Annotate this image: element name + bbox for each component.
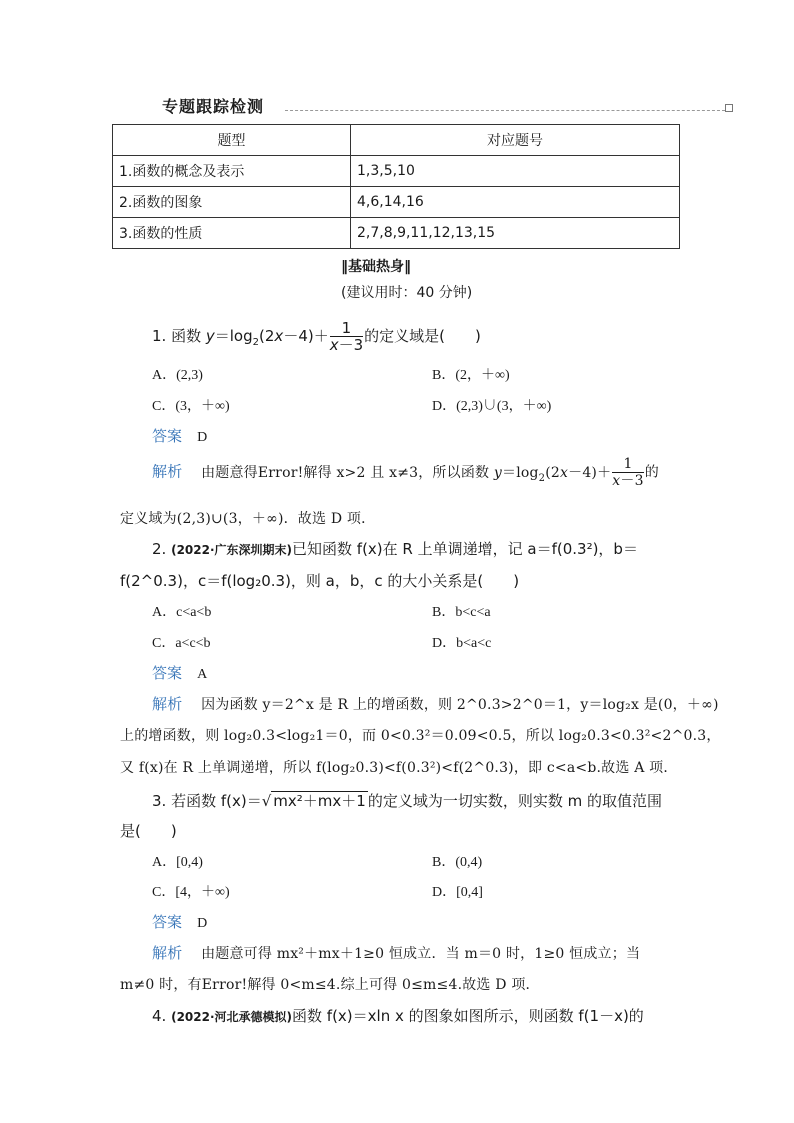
- analysis-label: 解析: [152, 944, 183, 962]
- radicand: mx²＋mx＋1: [273, 792, 366, 810]
- analysis-text: 由题意可得 mx²＋mx＋1≥0 恒成立．当 m＝0 时，1≥0 恒成立；当: [201, 946, 641, 962]
- question-4: [152, 1005, 644, 1026]
- answer-label: 答案: [152, 427, 183, 445]
- table-cell: 4,6,14,16: [351, 187, 680, 218]
- analysis-text: 上的增函数，则 log₂0.3<log₂1＝0，而 0<0.3²＝0.09<0.5，所以 log₂0.3<0.3²<2^0.3，: [120, 728, 721, 744]
- sqrt-symbol: √: [261, 792, 272, 810]
- option-a: A．(2,3): [152, 368, 203, 383]
- question-source: (2022·广东深圳期末): [171, 543, 293, 557]
- analysis-text: 又 f(x)在 R 上单调递增，所以 f(log₂0.3)<f(0.3²)<f(2^0.3)，即 c<a<b.故选 A 项．: [120, 760, 678, 776]
- analysis-text: 定义域为(2,3)∪(3，＋∞)．故选 D 项．: [120, 511, 376, 527]
- question-text: f(2^0.3)，c＝f(log₂0.3)，则 a，b，c 的大小关系是( ): [120, 572, 520, 590]
- answer-line: [152, 425, 207, 446]
- header-divider: [285, 110, 725, 111]
- question-3: [152, 790, 662, 811]
- option-d: D．(2,3)∪(3，＋∞): [432, 399, 552, 414]
- section-header-title: 专题跟踪检测: [162, 97, 265, 116]
- option-c: C．(3，＋∞): [152, 399, 230, 414]
- question-number: 2.: [152, 540, 167, 558]
- analysis-line: [152, 693, 719, 714]
- answer-line: [152, 911, 207, 932]
- table-header-cell: 对应题号: [351, 125, 680, 156]
- question-text: 的定义域为一切实数，则实数 m 的取值范围: [367, 792, 662, 810]
- answer-label: 答案: [152, 913, 183, 931]
- option-c: C．[4，＋∞): [152, 885, 230, 900]
- table-cell: 2.函数的图象: [113, 187, 351, 218]
- question-text: 的定义域是( ): [364, 327, 481, 345]
- question-number: 1.: [152, 327, 167, 345]
- header-marker-icon: [725, 104, 733, 112]
- question-1: [152, 320, 481, 353]
- question-text: 函数 f(x)＝xln x 的图象如图所示，则函数 f(1－x)的: [292, 1007, 644, 1025]
- option-b: B．b<c<a: [432, 605, 491, 620]
- table-header-cell: 题型: [113, 125, 351, 156]
- table-row: [113, 218, 680, 249]
- question-text: 函数: [171, 327, 206, 345]
- topic-table: [112, 124, 680, 249]
- q1-formula: $y=\log_2(2x-4)+$ $\frac{1}{x-3}$: [205, 319, 364, 354]
- analysis-text: 由题意得Error!解得 x>2 且 x≠3，所以函数: [201, 464, 494, 481]
- analysis-line: [152, 942, 640, 963]
- question-number: 4.: [152, 1007, 167, 1025]
- option-a: A．[0,4): [152, 855, 203, 870]
- analysis-label: 解析: [152, 462, 183, 481]
- option-d: D．b<a<c: [432, 636, 492, 651]
- section-subtitle: (建议用时：40 分钟): [341, 285, 473, 301]
- question-text: 若函数 f(x)＝: [171, 792, 262, 810]
- option-d: D．[0,4]: [432, 885, 483, 900]
- question-source: (2022·河北承德模拟): [171, 1010, 293, 1024]
- table-cell: 3.函数的性质: [113, 218, 351, 249]
- question-2: [152, 538, 638, 559]
- answer-value: D: [197, 916, 208, 931]
- analysis-text: 因为函数 y＝2^x 是 R 上的增函数，则 2^0.3>2^0＝1，y＝log₂x 是(0，＋∞): [201, 697, 719, 713]
- q1-analysis-formula: $y=\log_2(2x-4)+$ $\frac{1}{x-3}$: [493, 456, 644, 489]
- answer-value: D: [197, 430, 208, 445]
- analysis-text: 的: [644, 464, 659, 481]
- analysis-text: m≠0 时，有Error!解得 0<m≤4.综上可得 0≤m≤4.故选 D 项．: [120, 977, 540, 993]
- table-row: [113, 156, 680, 187]
- answer-label: 答案: [152, 664, 183, 682]
- option-b: B．(2，＋∞): [432, 368, 510, 383]
- table-row: [113, 187, 680, 218]
- option-c: C．a<c<b: [152, 636, 211, 651]
- table-cell: 1.函数的概念及表示: [113, 156, 351, 187]
- question-text: 是( ): [120, 822, 177, 840]
- option-a: A．c<a<b: [152, 605, 212, 620]
- table-cell: 1,3,5,10: [351, 156, 680, 187]
- table-header-row: [113, 125, 680, 156]
- analysis-label: 解析: [152, 695, 183, 713]
- analysis-line: [152, 456, 659, 489]
- option-b: B．(0,4): [432, 855, 483, 870]
- table-cell: 2,7,8,9,11,12,13,15: [351, 218, 680, 249]
- question-number: 3.: [152, 792, 167, 810]
- section-title: ‖基础热身‖: [341, 259, 411, 275]
- answer-line: [152, 662, 207, 683]
- question-text: 已知函数 f(x)在 R 上单调递增，记 a＝f(0.3²)，b＝: [292, 540, 638, 558]
- answer-value: A: [197, 667, 208, 682]
